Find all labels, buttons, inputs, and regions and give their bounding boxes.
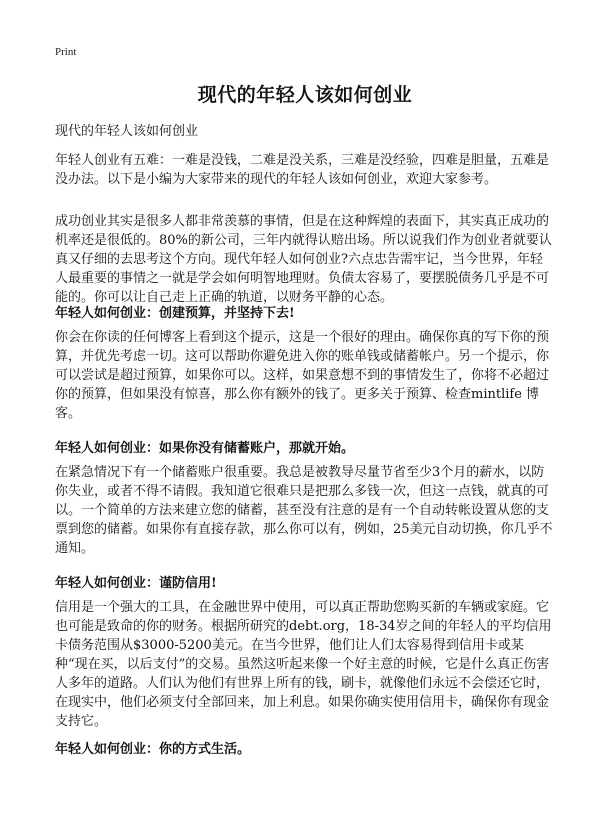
section-heading-budget: 年轻人如何创业：创建预算，并坚持下去! bbox=[55, 306, 295, 321]
article-subtitle: 现代的年轻人该如何创业 bbox=[55, 124, 199, 139]
intro-paragraph: 年轻人创业有五难：一难是没钱，二难是没关系，三难是没经验，四难是胆量，五难是没办法。以下是小编为大家带来的现代的年轻人该如何创业，欢迎大家参考。 bbox=[55, 153, 550, 187]
section-heading-lifestyle: 年轻人如何创业：你的方式生活。 bbox=[55, 742, 251, 757]
page-title: 现代的年轻人该如何创业 bbox=[197, 84, 413, 106]
paragraph-budget: 你会在你读的任何博客上看到这个提示，这是一个很好的理由。确保你真的写下你的预算，并优先考虑一切。这可以帮助你避免进入你的账单钱或储蓄帐户。另一个提示，你可以尝试是超过预算，如果你可以。这样，如果意想不到的事情发生了，你将不必超过你的预算，但如果没有惊喜，那么你有额外的钱了。更多关于预算、检查mintlife 博客。 bbox=[55, 330, 550, 421]
section-heading-savings: 年轻人如何创业：如果你没有储蓄账户，那就开始。 bbox=[55, 441, 355, 456]
paragraph-overview: 成功创业其实是很多人都非常羡慕的事情，但是在这种辉煌的表面下，其实真正成功的机率还是很低的。80%的新公司，三年内就得认赔出场。所以说我们作为创业者就要认真又仔细的去思考这个方向。现代年轻人如何创业?六点忠告需牢记，当今世界，年轻人最重要的事情之一就是学会如何明智地理财。负债太容易了，要摆脱债务几乎是不可能的。你可以让自己走上正确的轨道，以财务平静的心态。 bbox=[55, 214, 552, 305]
paragraph-savings: 在紧急情况下有一个储蓄账户很重要。我总是被教导尽量节省至少3个月的薪水，以防你失业，或者不得不请假。我知道它很难只是把那么多钱一次，但这一点钱，就真的可以。一个简单的方法来建立您的储蓄，甚至没有注意的是有一个自动转帐设置从您的支票到您的储蓄。如果你有直接存款，那么你可以有，例如，25美元自动切换，你几乎不通知。 bbox=[55, 465, 553, 556]
paragraph-credit: 信用是一个强大的工具，在金融世界中使用，可以真正帮助您购买新的车辆或家庭。它也可能是致命的你的财务。根据所研究的debt.org，18-34岁之间的年轻人的平均信用卡债务范围从$3000-5200美元。在当今世界，他们让人们太容易得到信用卡或某种“现在买，以后支付”的交易。虽然这听起来像一个好主意的时候，它是什么真正伤害人多年的道路。人们认为他们有世界上所有的钱，刷卡，就像他们永远不会偿还它时，在现实中，他们必须支付全部回来，加上利息。如果你确实使用信用卡，确保你有现金支持它。 bbox=[55, 600, 552, 729]
section-heading-credit: 年轻人如何创业：谨防信用! bbox=[55, 576, 217, 591]
print-link[interactable]: Print bbox=[55, 46, 77, 58]
